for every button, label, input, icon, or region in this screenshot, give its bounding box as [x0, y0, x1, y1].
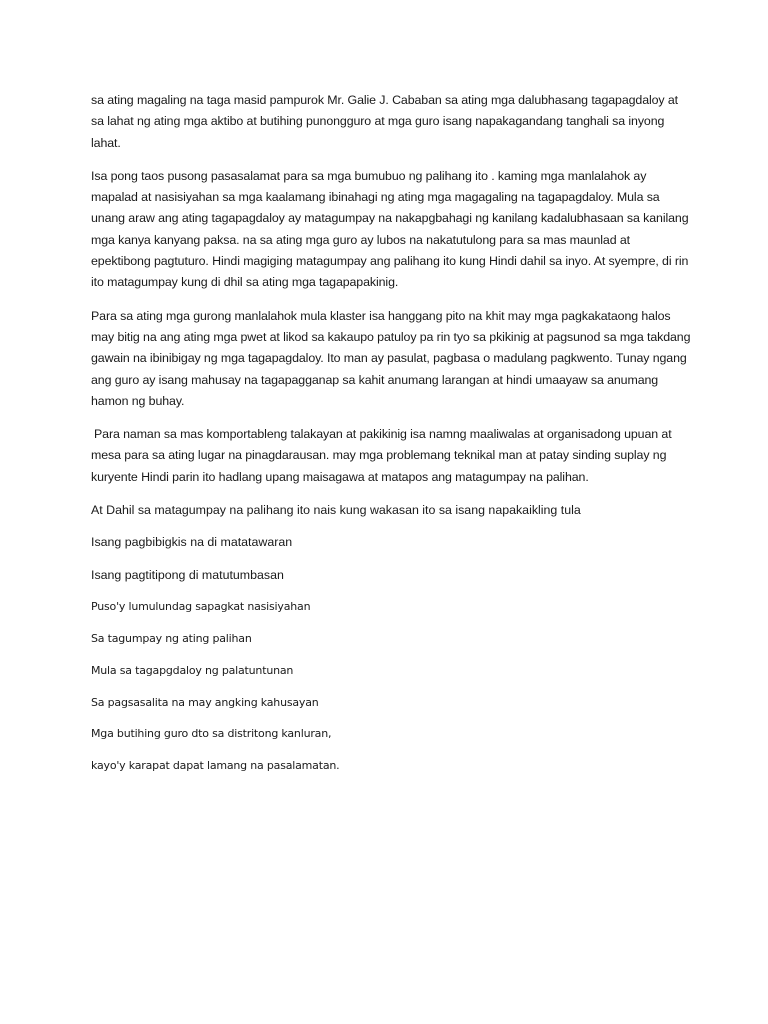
paragraph-thanks: Isa pong taos pusong pasasalamat para sa mga bumubuo ng palihang ito . kaming mga manlalahok ay mapalad at nasisiyahan sa mga kaalamang ibinahagi ng ating mga magagaling na tagapagdaloy. Mula sa unang araw ang ating tagapagdaloy ay matagumpay na nakapgbahagi ng kanilang kadalubhasaan sa kanilang mga kanya kanyang paksa. na sa ating mga guro ay lubos na nakatutulong para sa mas maunlad at epektibong pagtuturo. Hindi magiging matagumpay ang palihang ito kung Hindi dahil sa inyo. At syempre, di rin ito matagumpay kung di dhil sa ating mga tagapapakinig.: [91, 168, 689, 290]
document-body: [91, 90, 691, 788]
paragraph-greeting: sa ating magaling na taga masid pampurok Mr. Galie J. Cababan sa ating mga dalubhasang tagapagdaloy at sa lahat ng ating mga aktibo at butihing punongguro at mga guro isang napakagandang tanghali sa inyong lahat.: [91, 93, 679, 150]
poem-line: Sa tagumpay ng ating palihan: [91, 631, 252, 645]
poem-line: Mula sa tagapgdaloy ng palatuntunan: [91, 663, 294, 677]
paragraph-venue: Para naman sa mas komportableng talakayan at pakikinig isa namng maaliwalas at organisadong upuan at mesa para sa ating lugar na pinagdarausan. may mga problemang teknikal man at patay sinding suplay ng kuryente Hindi parin ito hadlang upang maisagawa at matapos ang matagumpay na palihan.: [91, 427, 672, 484]
closing-line-2: Isang pagtitipong di matutumbasan: [91, 567, 284, 582]
closing-intro-line: At Dahil sa matagumpay na palihang ito nais kung wakasan ito sa isang napakaikling tula: [91, 503, 581, 518]
poem-line: Sa pagsasalita na may angking kahusayan: [91, 695, 319, 709]
poem-line: Mga butihing guro dto sa distritong kanluran,: [91, 727, 332, 741]
poem-line: kayo'y karapat dapat lamang na pasalamatan.: [91, 759, 340, 773]
closing-line-1: Isang pagbibigkis na di matatawaran: [91, 535, 293, 550]
poem-line: Puso'y lumulundag sapagkat nasisiyahan: [91, 599, 311, 613]
paragraph-participants: Para sa ating mga gurong manlalahok mula klaster isa hanggang pito na khit may mga pagkakataong halos may bitig na ang ating mga pwet at likod sa kakaupo patuloy pa rin tyo sa pkikinig at pagsunod sa mga takdang gawain na ibinibigay ng mga tagapagdaloy. Ito man ay pasulat, pagbasa o madulang pagkwento. Tunay ngang ang guro ay isang mahusay na tagapagganap sa kahit anumang larangan at hindi umaayaw sa anumang hamon ng buhay.: [91, 308, 691, 408]
